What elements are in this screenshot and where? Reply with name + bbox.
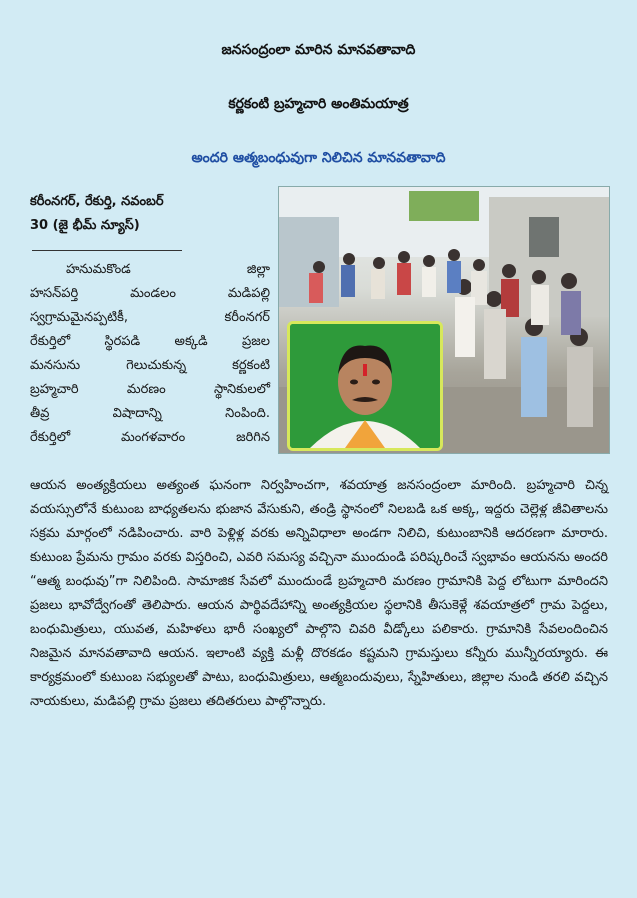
column-line: హనుమకొండ జిల్లా — [66, 262, 270, 277]
column-line: తీవ్ర విషాదాన్ని నింపింది. — [30, 406, 270, 421]
funeral-procession-photo — [278, 186, 610, 454]
article-column-left — [30, 258, 270, 450]
subheadline: అందరి ఆత్మబంధువుగా నిలిచిన మానవతావాది — [191, 150, 446, 166]
dateline-place: కరీంనగర్, రేకుర్తి, నవంబర్ — [30, 194, 164, 209]
column-line: రేకుర్తిలో స్థిరపడి అక్కడి ప్రజల — [30, 334, 270, 349]
column-line: రేకుర్తిలో మంగళవారం జరిగిన — [30, 430, 270, 445]
portrait-illustration — [290, 324, 440, 448]
column-line: స్వగ్రామమైనప్పటికీ, కరీంనగర్ — [30, 310, 270, 325]
dateline-divider — [32, 250, 182, 251]
dateline-date-source: 30 (జై భీమ్ న్యూస్) — [30, 218, 140, 233]
column-line: మనసును గెలుచుకున్న కర్ణకంటి — [30, 358, 270, 373]
portrait-inset — [287, 321, 443, 451]
dateline — [30, 190, 270, 238]
headline-line-2: కర్ణకంటి బ్రహ్మచారి అంతిమయాత్ర — [228, 96, 409, 112]
headline-line-1: జనసంద్రంలా మారిన మానవతావాది — [221, 42, 416, 58]
article-body: ఆయన అంత్యక్రియలు అత్యంత ఘనంగా నిర్వహించగా, శవయాత్ర జనసంద్రంలా మారింది. బ్రహ్మచారి చిన్న వయస్సులోనే కుటుంబ బాధ్యతలను భుజాన వేసుకుని, తండ్రి స్థానంలో నిలబడి ఒక అక్క, ఇద్దరు చెల్లెళ్ల జీవితాలను సక్రమ మార్గంలో నడిపించారు. వారి పెళ్లిళ్ల వరకు అన్నివిధాలా అండగా నిలిచి, కుటుంబానికి ఆదరణగా మారారు. కుటుంబ ప్రేమను గ్రామం వరకు విస్తరించి, ఎవరి సమస్య వచ్చినా ముందుండి పరిష్కరించే స్వభావం ఆయనను అందరి “ఆత్మ బంధువు”గా నిలిపింది. సామాజిక సేవలో ముందుండే బ్రహ్మచారి మరణం గ్రామానికి పెద్ద లోటుగా మారిందని ప్రజలు భావోద్వేగంతో తెలిపారు. ఆయన పార్థివదేహాన్ని అంత్యక్రియల స్థలానికి తీసుకెళ్లే శవయాత్రలో గ్రామ పెద్దలు, బంధుమిత్రులు, యువత, మహిళలు భారీ సంఖ్యలో పాల్గొని చివరి వీడ్కోలు పలికారు. గ్రామానికి సేవలందించిన నిజమైన మానవతావాది ఆయన. ఇలాంటి వ్యక్తి మళ్లీ దొరకడం కష్టమని గ్రామస్తులు కన్నీరు మున్నీరయ్యారు. ఈ కార్యక్రమంలో కుటుంబ సభ్యులతో పాటు, బంధుమిత్రులు, ఆత్మబందువులు, స్నేహితులు, జిల్లాల నుండి తరలి వచ్చిన నాయకులు, మడిపల్లి గ్రామ ప్రజలు తదితరులు పాల్గొన్నారు. — [30, 478, 608, 709]
column-line: హసన్‌పర్తి మండలం మడిపల్లి — [30, 286, 270, 301]
column-line: బ్రహ్మచారి మరణం స్థానికులలో — [30, 382, 270, 397]
